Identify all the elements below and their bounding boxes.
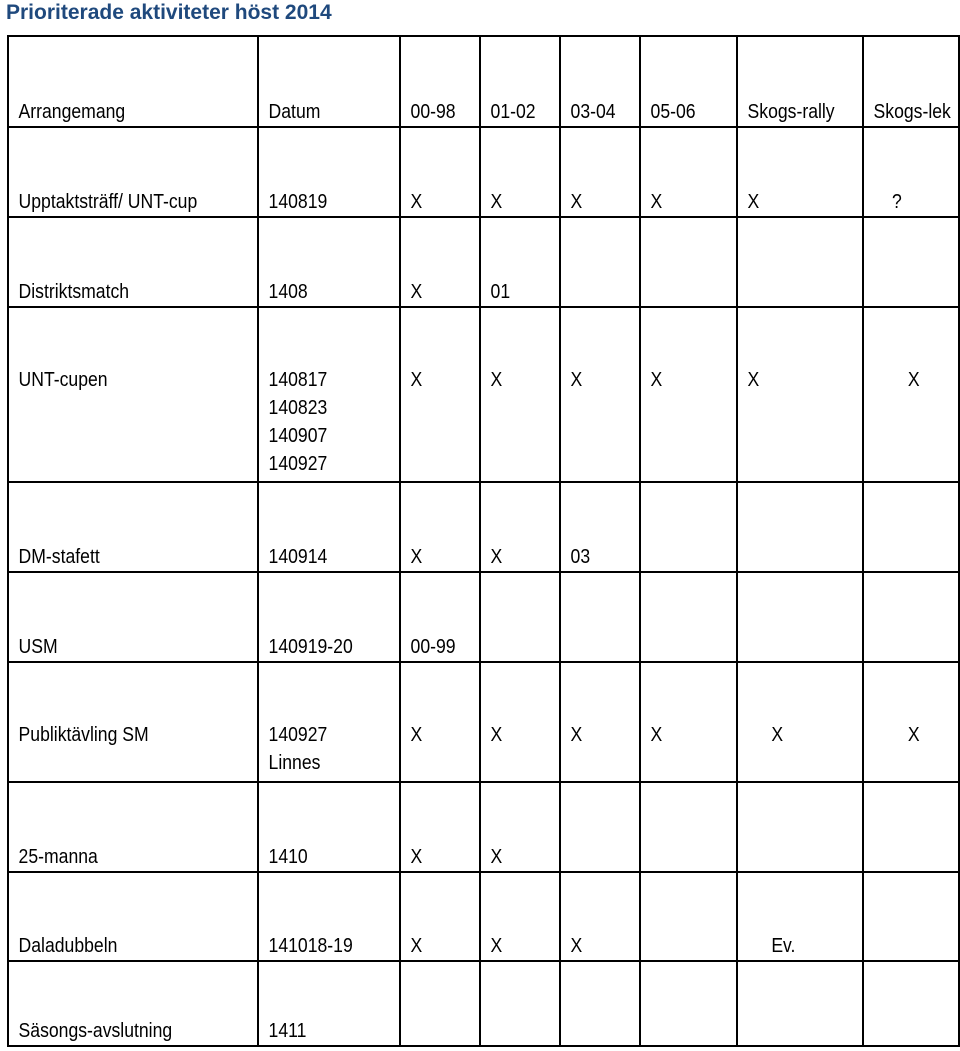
cell-01-02: X	[480, 482, 550, 572]
cell-05-06	[640, 217, 725, 307]
cell-05-06: X	[640, 307, 725, 482]
cell-arrangemang: Publiktävling SM	[8, 662, 228, 782]
cell-arrangemang: Daladubbeln	[8, 872, 228, 961]
cell-00-98: X	[400, 662, 470, 782]
cell-datum: 1408	[258, 217, 383, 307]
cell-05-06	[640, 782, 725, 872]
cell-skogs-rally	[737, 961, 848, 1046]
cell-00-98: X	[400, 127, 470, 217]
cell-skogs-rally: X	[737, 127, 848, 217]
activity-table	[7, 35, 960, 1047]
header-skogs-rally: Skogs-rally	[737, 36, 848, 127]
cell-skogs-rally	[737, 482, 848, 572]
cell-skogs-rally: X	[737, 307, 848, 482]
cell-skogs-lek	[863, 872, 947, 961]
cell-03-04: X	[560, 662, 630, 782]
date-line: 140927	[268, 724, 328, 746]
cell-01-02: X	[480, 782, 550, 872]
cell-skogs-lek: X	[863, 662, 947, 782]
cell-01-02: X	[480, 307, 550, 482]
header-age-05-06: 05-06	[640, 36, 725, 127]
cell-datum: 140919-20	[258, 572, 383, 662]
header-skogs-lek: Skogs-lek	[863, 36, 947, 127]
cell-03-04	[560, 217, 630, 307]
cell-05-06	[640, 872, 725, 961]
header-age-01-02: 01-02	[480, 36, 550, 127]
table-row	[8, 872, 959, 961]
cell-arrangemang: Upptaktsträff/ UNT-cup	[8, 127, 228, 217]
cell-00-98: X	[400, 307, 470, 482]
date-line: 140907	[268, 425, 328, 447]
cell-01-02: X	[480, 872, 550, 961]
cell-skogs-lek: X	[863, 307, 947, 482]
cell-05-06	[640, 482, 725, 572]
cell-skogs-lek	[863, 782, 947, 872]
table-row	[8, 782, 959, 872]
cell-05-06	[640, 572, 725, 662]
table-row	[8, 217, 959, 307]
cell-01-02: 01	[480, 217, 550, 307]
header-row	[8, 36, 959, 127]
table-row	[8, 127, 959, 217]
header-age-03-04: 03-04	[560, 36, 630, 127]
cell-datum: 140914	[258, 482, 383, 572]
cell-skogs-lek: ?	[863, 127, 947, 217]
header-datum: Datum	[258, 36, 383, 127]
cell-03-04: X	[560, 127, 630, 217]
cell-03-04: 03	[560, 482, 630, 572]
cell-arrangemang: 25-manna	[8, 782, 228, 872]
cell-datum	[258, 307, 383, 482]
cell-datum: 140819	[258, 127, 383, 217]
cell-03-04	[560, 572, 630, 662]
cell-01-02: X	[480, 662, 550, 782]
cell-00-98: X	[400, 782, 470, 872]
cell-05-06: X	[640, 662, 725, 782]
date-line: 140817	[268, 369, 328, 391]
cell-03-04	[560, 782, 630, 872]
table-row	[8, 961, 959, 1046]
cell-00-98: X	[400, 217, 470, 307]
cell-05-06	[640, 961, 725, 1046]
cell-datum	[258, 662, 383, 782]
cell-skogs-rally: Ev.	[737, 872, 848, 961]
header-age-00-98: 00-98	[400, 36, 470, 127]
cell-00-98: 00-99	[400, 572, 470, 662]
page-title: Prioriterade aktiviteter höst 2014	[6, 1, 332, 24]
cell-03-04	[560, 961, 630, 1046]
cell-skogs-rally	[737, 782, 848, 872]
cell-05-06: X	[640, 127, 725, 217]
cell-arrangemang: UNT-cupen	[8, 307, 228, 482]
cell-arrangemang: USM	[8, 572, 228, 662]
cell-arrangemang: Distriktsmatch	[8, 217, 228, 307]
cell-arrangemang: Säsongs-avslutning	[8, 961, 228, 1046]
cell-00-98	[400, 961, 470, 1046]
cell-00-98: X	[400, 872, 470, 961]
cell-skogs-lek	[863, 217, 947, 307]
table-row	[8, 482, 959, 572]
date-line: 140927	[268, 453, 328, 475]
cell-03-04: X	[560, 872, 630, 961]
cell-skogs-lek	[863, 572, 947, 662]
cell-00-98: X	[400, 482, 470, 572]
cell-datum: 1410	[258, 782, 383, 872]
cell-01-02: X	[480, 127, 550, 217]
date-line: 140823	[268, 397, 328, 419]
cell-01-02	[480, 572, 550, 662]
table-row	[8, 307, 959, 482]
header-arrangemang: Arrangemang	[8, 36, 228, 127]
table-row	[8, 572, 959, 662]
cell-datum: 141018-19	[258, 872, 383, 961]
cell-datum: 1411	[258, 961, 383, 1046]
cell-01-02	[480, 961, 550, 1046]
cell-skogs-rally	[737, 572, 848, 662]
cell-03-04: X	[560, 307, 630, 482]
cell-skogs-rally: X	[737, 662, 848, 782]
table-row	[8, 662, 959, 782]
cell-arrangemang: DM-stafett	[8, 482, 228, 572]
cell-skogs-lek	[863, 961, 947, 1046]
cell-skogs-rally	[737, 217, 848, 307]
date-line: Linnes	[268, 752, 321, 774]
cell-skogs-lek	[863, 482, 947, 572]
